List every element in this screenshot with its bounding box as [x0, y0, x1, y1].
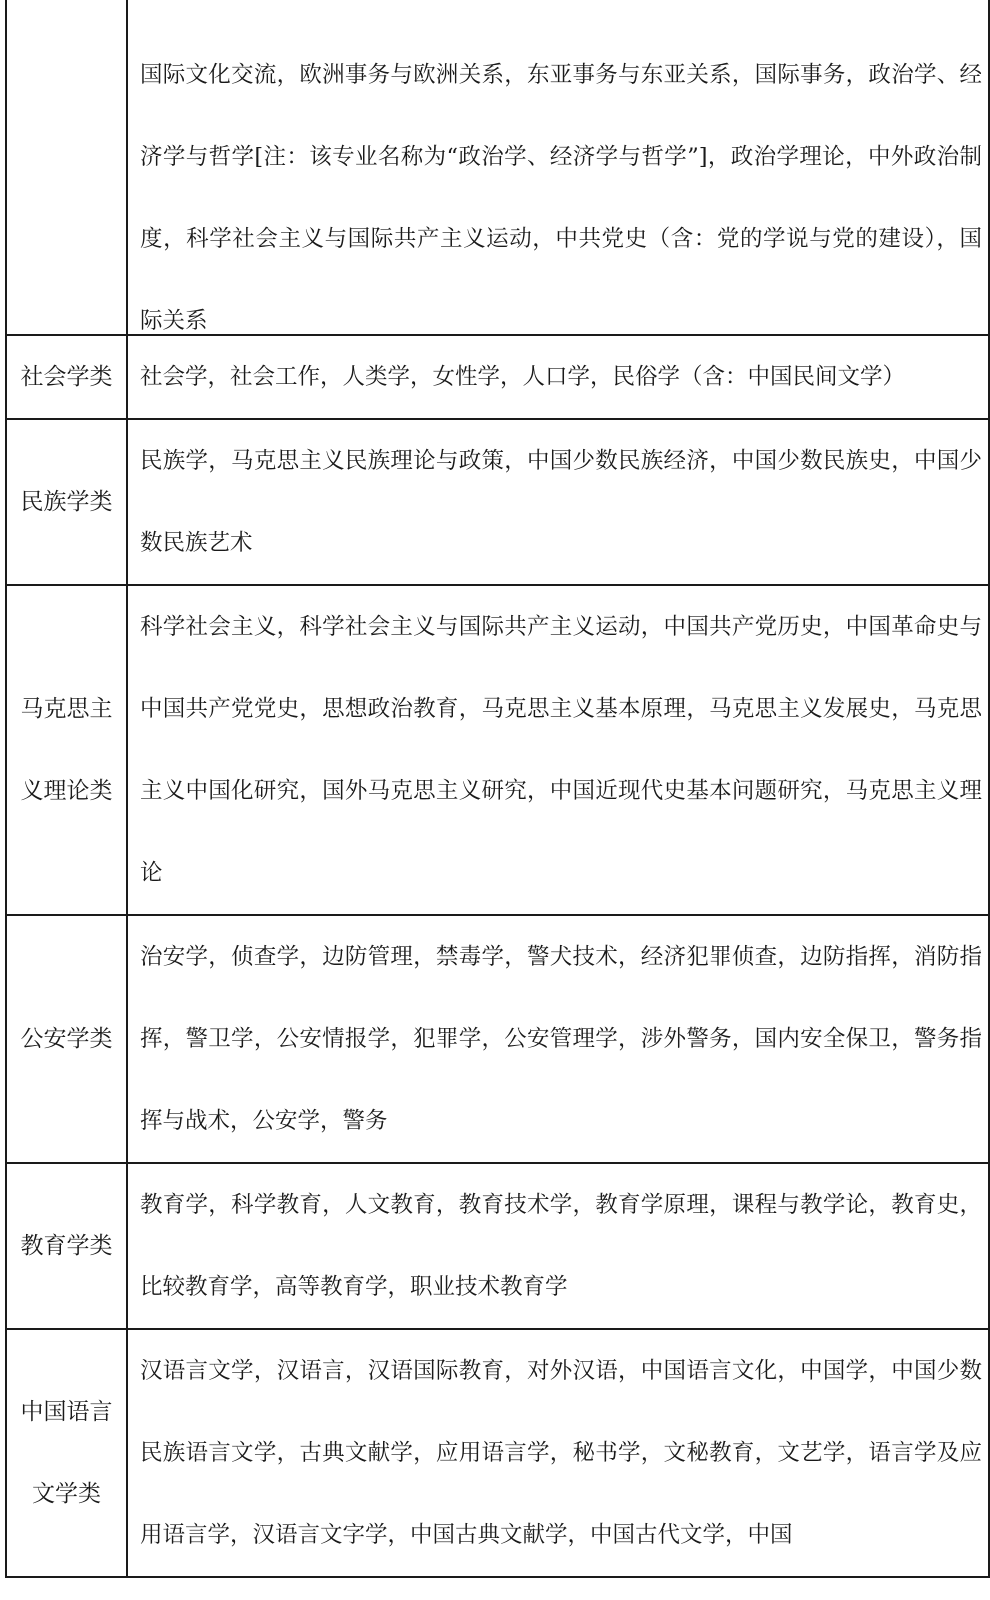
- majors-text: 民族学，马克思主义民族理论与政策，中国少数民族经济，中国少数民族史，中国少数民族艺术: [140, 448, 982, 556]
- majors-text: 教育学，科学教育，人文教育，教育技术学，教育学原理，课程与教学论，教育史，比较教育学，高等教育学，职业技术教育学: [140, 1192, 982, 1300]
- majors-cell: [127, 915, 989, 1163]
- table-row: [6, 585, 989, 915]
- majors-text: 社会学，社会工作，人类学，女性学，人口学，民俗学（含：中国民间文学）: [140, 364, 906, 390]
- category-cell: 马克思主义理论类: [6, 585, 127, 915]
- category-cell: 社会学类: [6, 335, 127, 419]
- category-cell: [6, 0, 127, 335]
- table-row: [6, 1163, 989, 1329]
- category-cell: 公安学类: [6, 915, 127, 1163]
- category-cell: 中国语言文学类: [6, 1329, 127, 1577]
- majors-cell: [127, 1163, 989, 1329]
- majors-text: 国际文化交流，欧洲事务与欧洲关系，东亚事务与东亚关系，国际事务，政治学、经济学与哲学[注：该专业名称为“政治学、经济学与哲学”]，政治学理论，中外政治制度，科学社会主义与国际共产主义运动，中共党史（含：党的学说与党的建设），国际关系: [140, 61, 982, 333]
- table-row: [6, 419, 989, 585]
- majors-text: 科学社会主义，科学社会主义与国际共产主义运动，中国共产党历史，中国革命史与中国共产党党史，思想政治教育，马克思主义基本原理，马克思主义发展史，马克思主义中国化研究，国外马克思主义研究，中国近现代史基本问题研究，马克思主义理论: [140, 614, 982, 886]
- majors-text: 汉语言文学，汉语言，汉语国际教育，对外汉语，中国语言文化，中国学，中国少数民族语言文学，古典文献学，应用语言学，秘书学，文秘教育，文艺学，语言学及应用语言学，汉语言文字学，中国古典文献学，中国古代文学，中国: [140, 1358, 982, 1548]
- majors-cell: [127, 0, 989, 335]
- table-row: [6, 1329, 989, 1577]
- table-row: [6, 335, 989, 419]
- table-row: [6, 915, 989, 1163]
- majors-table: [5, 0, 990, 1578]
- category-cell: 教育学类: [6, 1163, 127, 1329]
- majors-cell: [127, 335, 989, 419]
- majors-cell: [127, 1329, 989, 1577]
- majors-cell: [127, 419, 989, 585]
- table-row: [6, 0, 989, 335]
- category-cell: 民族学类: [6, 419, 127, 585]
- majors-text: 治安学，侦查学，边防管理，禁毒学，警犬技术，经济犯罪侦查，边防指挥，消防指挥，警卫学，公安情报学，犯罪学，公安管理学，涉外警务，国内安全保卫，警务指挥与战术，公安学，警务: [140, 944, 982, 1134]
- majors-cell: [127, 585, 989, 915]
